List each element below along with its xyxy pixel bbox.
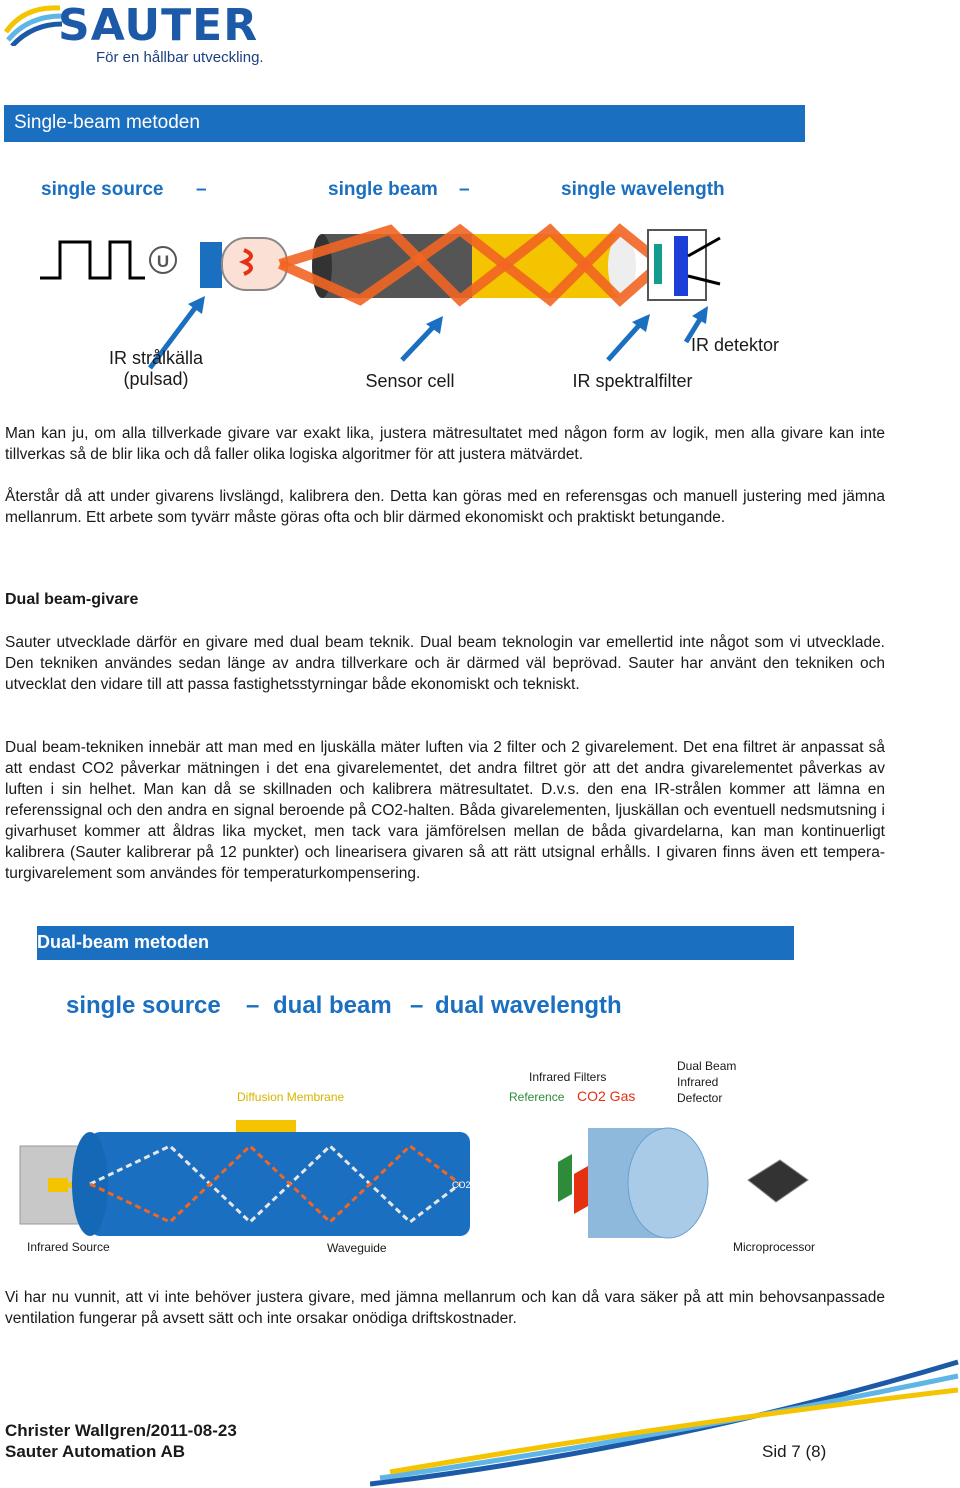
label-ir-source-line2: (pulsad) <box>123 369 189 389</box>
logo-tagline: För en hållbar utveckling. <box>96 49 264 66</box>
label-reference: Reference <box>509 1090 565 1104</box>
label-ir-source-line1: IR strålkälla <box>108 348 204 368</box>
footer-company: Sauter Automation AB <box>5 1442 186 1461</box>
sauter-logo <box>0 0 280 70</box>
paragraph-2: Återstår då att under givarens livslängd, kalibrera den. Detta kan göras med en referensgas och manuell justering med jämna mellanrum. Ett arbete som tyvärr måste göras ofta och blir därmed ekonomiskt och praktiskt betungande. <box>5 488 885 526</box>
dash2-2: – <box>410 992 424 1019</box>
dual-beam-heading: Dual beam-givare <box>5 591 139 608</box>
term-single-source: single source <box>41 179 164 200</box>
label-co2-gas: CO2 Gas <box>577 1088 636 1104</box>
label-infrared-filters: Infrared Filters <box>529 1070 607 1084</box>
term2-dual-beam: dual beam <box>273 992 392 1019</box>
label-dual-beam-detector <box>677 1058 736 1106</box>
paragraph-3: Sauter utvecklade därför en givare med dual beam teknik. Dual beam teknologin var emellertid inte något som vi utvecklade. Den tekniken användes sedan länge av andra tillverkare och är därmed väl beprövad. Sauter har använt den tekniken och utvecklat den vidare till att passa fastighetsstyrningar både ekonomiskt och tekniskt. <box>5 634 885 693</box>
paragraph-1: Man kan ju, om alla tillverkade givare var exakt lika, justera mätresultatet med någon form av logik, men alla givare kan inte tillverkas så de blir lika och då faller olika logiska algoritmer för att justera mätvärdet. <box>5 425 885 463</box>
label-sensor-cell: Sensor cell <box>365 371 455 391</box>
term2-single-source: single source <box>66 992 221 1019</box>
label-infrared-source: Infrared Source <box>27 1240 110 1254</box>
label-ir-filter: IR spektralfilter <box>572 371 693 391</box>
footer-page-number: Sid 7 (8) <box>762 1442 827 1461</box>
paragraph-5: Vi har nu vunnit, att vi inte behöver justera givare, med jämna mellanrum och kan då vara säker på att min behovsanpassade ventilation fungerar på avsett sätt och inte orsakar onödiga driftskostnader. <box>5 1289 885 1327</box>
co2-inner-label: CO2 <box>452 1180 471 1190</box>
label-dual-beam-line1: Dual Beam <box>677 1059 737 1073</box>
label-ir-source <box>96 348 216 390</box>
label-waveguide: Waveguide <box>327 1241 387 1255</box>
dash-2: – <box>459 179 470 200</box>
term2-dual-wavelength: dual wavelength <box>435 992 622 1019</box>
section-bar-single-beam: Single-beam metoden <box>4 105 805 142</box>
label-microprocessor: Microprocessor <box>733 1240 816 1254</box>
logo-swoosh-icon <box>4 2 64 46</box>
paragraph-4: Dual beam-tekniken innebär att man med en ljuskälla mäter luften via 2 filter och 2 givarelement. Det ena filtret är anpassat så att endast CO2 påverkar mätningen i det ena givarelementet, det andra filtret gör att det andra givarelementet påverkas av luften i sin helhet. Man kan då se skillnaden och kalibrera mätresultatet. D.v.s. den ena IR-strålen kommer att lämna en referenssignal och den andra en signal beroende på CO2-halten. Båda givarelementen, ljuskällan och eventuell nedsmutsning i givarhuset kommer att åldras lika mycket, men tack vara jämförelsen mellan de båda givardelarna, kan man kontinuerligt kalibrera (Sauter kalibrerar på 12 punkter) och linearisera givaren så att rätt utsignal erhålls. I givaren finns även ett tempera-turgivarelement som användes för temperaturkompensering. <box>5 739 885 882</box>
dual-beam-diagram <box>0 1090 820 1260</box>
label-dual-beam-line3: Defector <box>677 1091 723 1105</box>
svg-text:U: U <box>156 252 170 271</box>
label-ir-detector: IR detektor <box>690 335 780 355</box>
label-diffusion-membrane: Diffusion Membrane <box>237 1090 345 1104</box>
label-dual-beam-line2: Infrared <box>677 1075 719 1089</box>
dash-1: – <box>196 179 207 200</box>
logo-wordmark: SAUTER <box>58 0 259 51</box>
term-single-wavelength: single wavelength <box>561 179 725 200</box>
footer-author: Christer Wallgren/2011-08-23 <box>5 1421 237 1440</box>
footer-swoosh-icon <box>370 1358 960 1488</box>
dash2-1: – <box>246 992 260 1019</box>
term-single-beam: single beam <box>328 179 438 200</box>
section-bar-dual-beam: Dual-beam metoden <box>37 926 794 960</box>
